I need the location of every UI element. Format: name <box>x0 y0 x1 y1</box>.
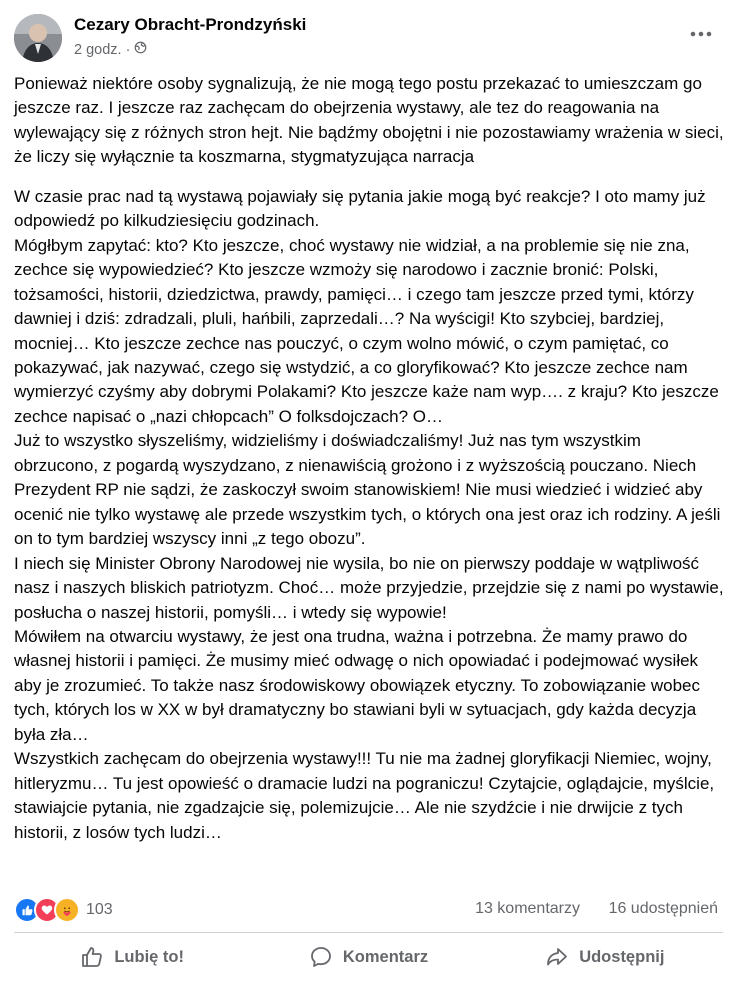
author-name[interactable]: Cezary Obracht-Prondzyński <box>74 15 307 34</box>
post-paragraph-main: W czasie prac nad tą wystawą pojawiały się pytania jakie mogą być reakcje? I oto mamy już odpowiedź po kilkudziesięciu godzinach. Mógłbym zapytać: kto? Kto jeszcze, choć wystawy nie widział, a na problemie się nie zna, zechce się wypowiedzieć? Kto jeszcze wzmoży się narodowo i zacznie bronić: Polski, tożsamości, historii, dziedzictwa, prawdy, pamięci… i czego tam jeszcze przed tymi, którzy dawniej i dziś: zdradzali, pluli, hańbili, zaprzedali…? Na wyścigi! Kto szybciej, bardziej, mocniej… Kto jeszcze zechce nas pouczyć, o czym wolno mówić, o czym pamiętać, co pokazywać, jak nazywać, czego się wstydzić, a co gloryfikować? Kto jeszcze zechce nam wymierzyć czyśmy aby dobrymi Polakami? Kto jeszcze każe nam wyp…. z kraju? Kto jeszcze zechce napisać o „nazi chłopcach” O folksdojczach? O… Już to wszystko słyszeliśmy, widzieliśmy i doświadczaliśmy! Już nas tym wszystkim obrzucono, z pogardą wyszydzano, z nienawiścią grożono i z wyższością pouczano. Niech Prezydent RP nie sądzi, że zaskoczył swoim stanowiskiem! Nie musi wiedzieć i widzieć aby ocenić nie tylko wystawę ale przede wszystkim tych, o których ona jest oraz ich rodziny. A jeśli on to tym bardziej wszyscy inni „z tego obozu”. I niech się Minister Obrony Narodowej nie wysila, bo nie on pierwszy poddaje w wątpliwość nasz i naszych bliskich patriotyzm. Choć… może przyjedzie, przejdzie się z nami po wystawie, posłucha o naszej historii, pomyśli… i wtedy się wypowie! Mówiłem na otwarciu wystawy, że jest ona trudna, ważna i potrzebna. Że mamy prawo do własnej historii i pamięci. Że musimy mieć odwagę o nich opowiadać i podejmować wysiłek aby je zrozumieć. To także nasz środowiskowy obowiązek etyczny. To zobowiązanie wobec tych, których los w XX w był dramatyczny bo stawiani byli w sytuacjach, gdy każda decyzja była zła… Wszystkich zachęcam do obejrzenia wystawy!!! Tu nie ma żadnej gloryfikacji Niemiec, wojny, hitleryzmu… Tu jest opowieść o dramacie ludzi na pograniczu! Czytajcie, oglądajcie, myślcie, stawiajcie pytania, nie zgadzajcie się, polemizujcie… Ale nie szydźcie i nie drwijcie z tych historii, z losów tych ludzi… <box>14 186 724 842</box>
post-time[interactable]: 2 godz. <box>74 41 122 58</box>
post-actions <box>14 935 723 979</box>
comment-label: Komentarz <box>342 947 429 966</box>
post-header <box>14 14 723 64</box>
like-label: Lubię to! <box>114 947 184 966</box>
like-button[interactable] <box>14 935 250 979</box>
reaction-count[interactable]: 103 <box>86 901 113 918</box>
shares-count[interactable]: 16 udostępnień <box>608 900 718 917</box>
post-body <box>14 72 726 845</box>
comments-count[interactable]: 13 komentarzy <box>475 900 580 917</box>
globe-icon[interactable] <box>134 41 147 58</box>
actions-divider <box>14 932 723 933</box>
avatar[interactable] <box>14 14 62 62</box>
post-meta <box>74 41 147 58</box>
share-label: Udostępnij <box>579 947 665 966</box>
comment-button[interactable] <box>250 935 486 979</box>
share-button[interactable] <box>487 935 723 979</box>
post-paragraph-intro: Ponieważ niektóre osoby sygnalizują, że nie mogą tego postu przekazać to umieszczam go jeszcze raz. I jeszcze raz zachęcam do obejrzenia wystawy, ale tez do reagowania na wylewający się z różnych stron hejt. Nie bądźmy obojętni i nie pozostawiamy wrażenia w sieci, że liczy się wyłącznie ta koszmarna, stygmatyzująca narracja <box>14 74 724 167</box>
post-stats <box>14 897 723 923</box>
care-icon <box>54 897 80 923</box>
more-options-icon[interactable] <box>683 22 719 46</box>
comment-icon <box>309 945 333 969</box>
reactions-summary[interactable] <box>14 897 113 923</box>
share-icon <box>545 945 569 969</box>
thumbs-up-icon <box>80 945 104 969</box>
meta-separator: · <box>125 41 131 58</box>
